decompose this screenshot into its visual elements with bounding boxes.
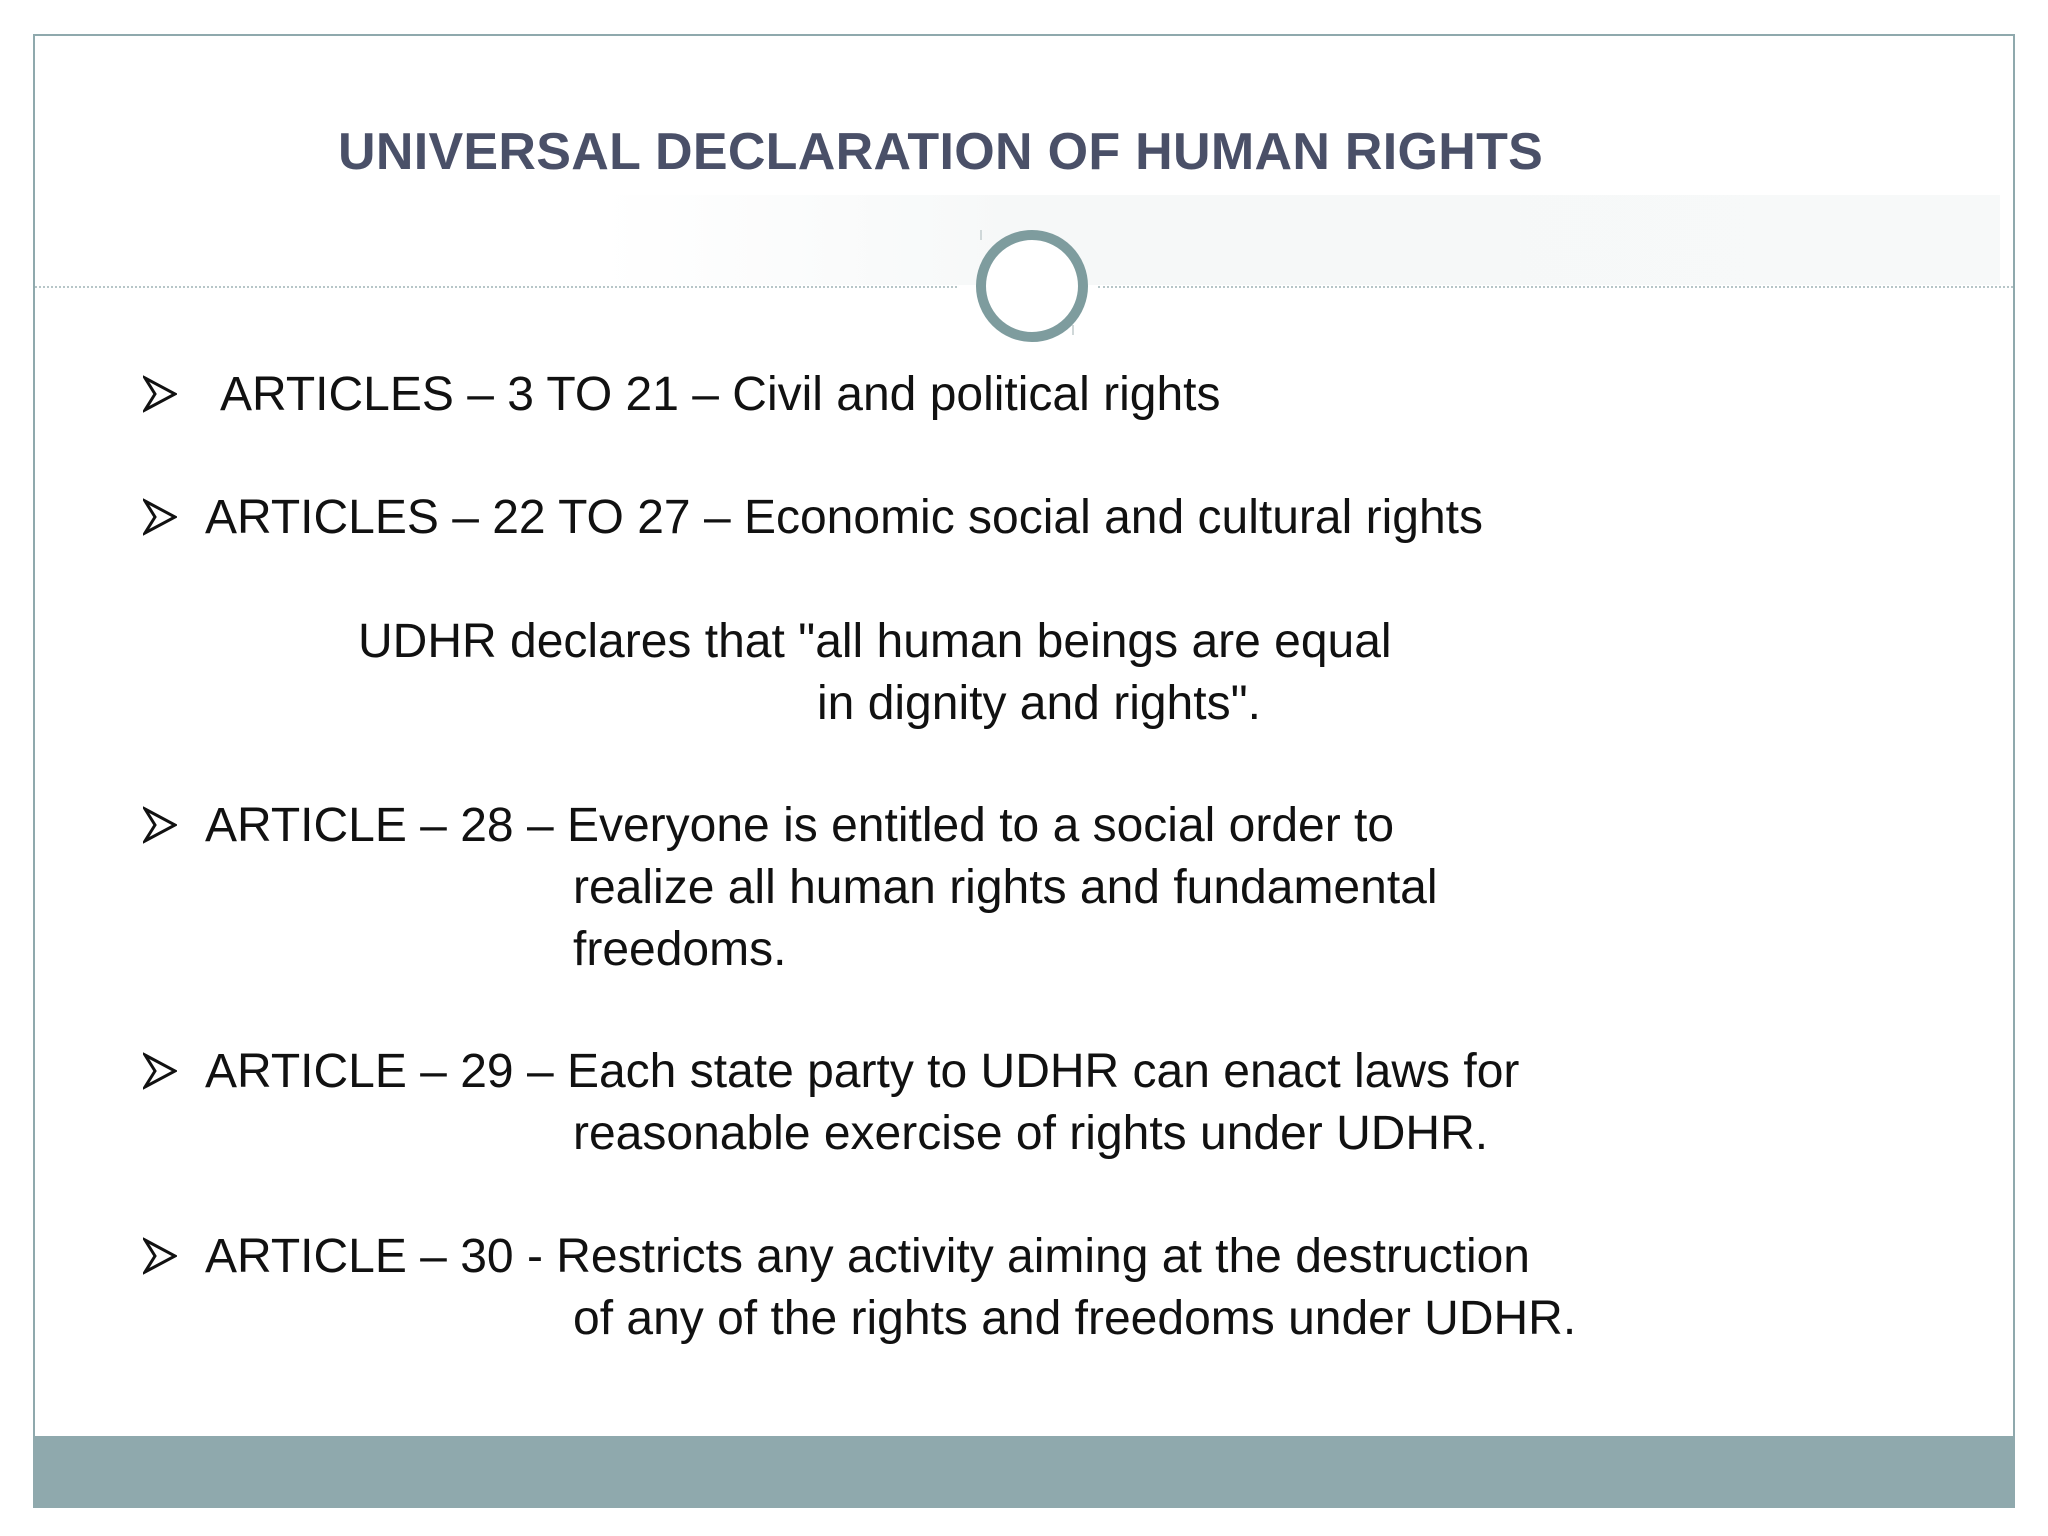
bullet-3-line-2: realize all human rights and fundamental: [573, 861, 1438, 914]
bullet-2-line-1: ARTICLES – 22 TO 27 – Economic social and cultural rights: [205, 491, 1483, 544]
ring-icon: [976, 230, 1088, 342]
bullet-4-line-2: reasonable exercise of rights under UDHR.: [573, 1107, 1489, 1160]
arrowhead-bullet-icon: [143, 1236, 177, 1276]
arrowhead-bullet-icon: [143, 805, 177, 845]
bullet-3-line-3: freedoms.: [573, 923, 787, 976]
bullet-5-line-1: ARTICLE – 30 - Restricts any activity aiming at the destruction: [205, 1230, 1530, 1283]
header-divider-left: [35, 286, 957, 288]
arrowhead-bullet-icon: [143, 374, 177, 414]
quote-line-1: UDHR declares that "all human beings are equal: [358, 615, 1392, 668]
arrowhead-bullet-icon: [143, 497, 177, 537]
ring-tick-top: [980, 230, 982, 240]
slide-title: UNIVERSAL DECLARATION OF HUMAN RIGHTS: [338, 123, 1544, 181]
quote-line-2: in dignity and rights".: [817, 677, 1261, 730]
bullet-1-line-1: ARTICLES – 3 TO 21 – Civil and political rights: [220, 368, 1221, 421]
bullet-5-line-2: of any of the rights and freedoms under UDHR.: [573, 1292, 1577, 1345]
ring-tick-bottom: [1072, 325, 1074, 335]
arrowhead-bullet-icon: [143, 1051, 177, 1091]
header-band: [600, 195, 2000, 285]
header-divider-right: [1098, 286, 2013, 288]
bullet-3-line-1: ARTICLE – 28 – Everyone is entitled to a social order to: [205, 799, 1395, 852]
footer-bar: [33, 1436, 2015, 1508]
bullet-4-line-1: ARTICLE – 29 – Each state party to UDHR can enact laws for: [205, 1045, 1520, 1098]
